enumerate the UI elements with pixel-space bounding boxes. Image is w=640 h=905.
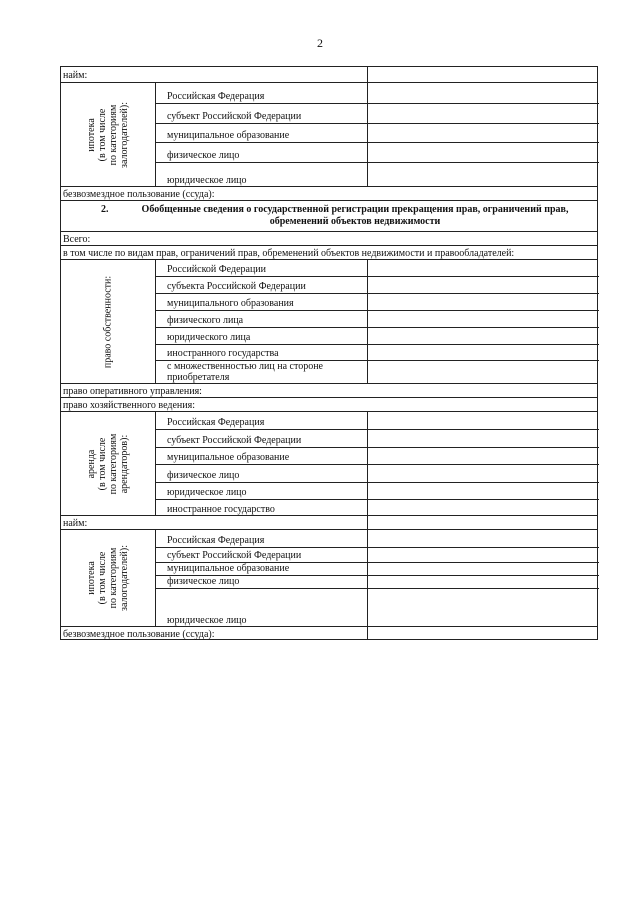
ipoteka-row [155, 530, 599, 547]
operativnoe-label: право оперативного управления: [63, 386, 202, 397]
column-divider [367, 627, 368, 639]
ipoteka-row [155, 123, 599, 142]
ipoteka-label-cell [61, 83, 156, 186]
ipoteka-row [155, 547, 599, 562]
sobstvennost-row [155, 293, 599, 310]
khozyaistvennoe-label: право хозяйственного ведения: [63, 400, 196, 411]
arenda-label-cell [61, 412, 156, 515]
ipoteka-label: ипотека (в том числе по категориям залогодателей): [86, 545, 130, 611]
naim-label: найм: [63, 70, 88, 81]
sobstvennost-label: право собственности: [102, 275, 114, 368]
row-label: муниципальное образование [167, 130, 290, 141]
column-divider [367, 67, 368, 82]
arenda-row [155, 464, 599, 482]
row-label: юридическое лицо [167, 615, 247, 626]
arenda-row [155, 482, 599, 499]
ipoteka-row [155, 588, 599, 627]
ipoteka-group-1 [60, 82, 598, 186]
sobstvennost-label-cell [61, 260, 156, 383]
column-divider [367, 516, 368, 529]
row-label: юридического лица [167, 332, 251, 343]
ipoteka-label-cell [61, 530, 156, 626]
row-label: Российской Федерации [167, 264, 267, 275]
by-type-row [60, 245, 598, 259]
row-label: юридическое лицо [167, 175, 247, 186]
sobstvennost-row [155, 260, 599, 276]
bezvozmezdnoe-label: безвозмездное пользование (ссуда): [63, 629, 215, 640]
row-label: иностранного государства [167, 348, 279, 359]
khozyaistvennoe-row [60, 397, 598, 411]
ipoteka-group-2 [60, 529, 598, 626]
arenda-group [60, 411, 598, 515]
bezvozmezdnoe-row [60, 186, 598, 200]
naim-label: найм: [63, 518, 88, 529]
arenda-row [155, 499, 599, 516]
row-label: Российская Федерация [167, 535, 265, 546]
row-label: субъект Российской Федерации [167, 435, 302, 446]
sobstvennost-row [155, 310, 599, 327]
row-label: физическое лицо [167, 150, 240, 161]
row-label: субъект Российской Федерации [167, 550, 302, 561]
row-label: муниципальное образование [167, 563, 290, 574]
sobstvennost-group [60, 259, 598, 383]
sobstvennost-row [155, 327, 599, 344]
ipoteka-row [155, 162, 599, 187]
ipoteka-label: ипотека (в том числе по категориям залогодателей): [86, 101, 130, 168]
ipoteka-row [155, 142, 599, 162]
vsego-row [60, 231, 598, 245]
section-title: Обобщенные сведения о государственной регистрации прекращения прав, ограничений прав, обременений объектов недвижимости [141, 204, 569, 227]
row-label: с множественностью лиц на стороне приобретателя [167, 361, 323, 383]
sobstvennost-row [155, 344, 599, 360]
row-label: физическое лицо [167, 470, 240, 481]
bezvozmezdnoe-label: безвозмездное пользование (ссуда): [63, 189, 215, 200]
naim-row [60, 66, 598, 82]
section-number: 2. [101, 204, 109, 215]
arenda-row [155, 429, 599, 447]
ipoteka-row [155, 562, 599, 575]
row-label: иностранное государство [167, 504, 275, 515]
arenda-label: аренда (в том числе по категориям арендаторов): [86, 433, 130, 494]
row-label: физическое лицо [167, 576, 240, 587]
row-label: муниципального образования [167, 298, 294, 309]
naim-row [60, 515, 598, 529]
row-label: Российская Федерация [167, 417, 265, 428]
arenda-row [155, 412, 599, 429]
operativnoe-row [60, 383, 598, 397]
row-label: Российская Федерация [167, 91, 265, 102]
ipoteka-row [155, 103, 599, 123]
row-label: муниципальное образование [167, 452, 290, 463]
by-type-label: в том числе по видам прав, ограничений прав, обременений объектов недвижимости и правообладателей: [63, 248, 515, 259]
ipoteka-row [155, 83, 599, 103]
ipoteka-row [155, 575, 599, 588]
vsego-label: Всего: [63, 234, 91, 245]
arenda-row [155, 447, 599, 464]
row-label: субъект Российской Федерации [167, 111, 302, 122]
sobstvennost-row [155, 276, 599, 293]
bezvozmezdnoe-row [60, 626, 598, 640]
section-2-heading [60, 200, 598, 231]
row-label: физического лица [167, 315, 244, 326]
page-number: 2 [317, 36, 323, 50]
row-label: субъекта Российской Федерации [167, 281, 306, 292]
sobstvennost-row [155, 360, 599, 384]
row-label: юридическое лицо [167, 487, 247, 498]
